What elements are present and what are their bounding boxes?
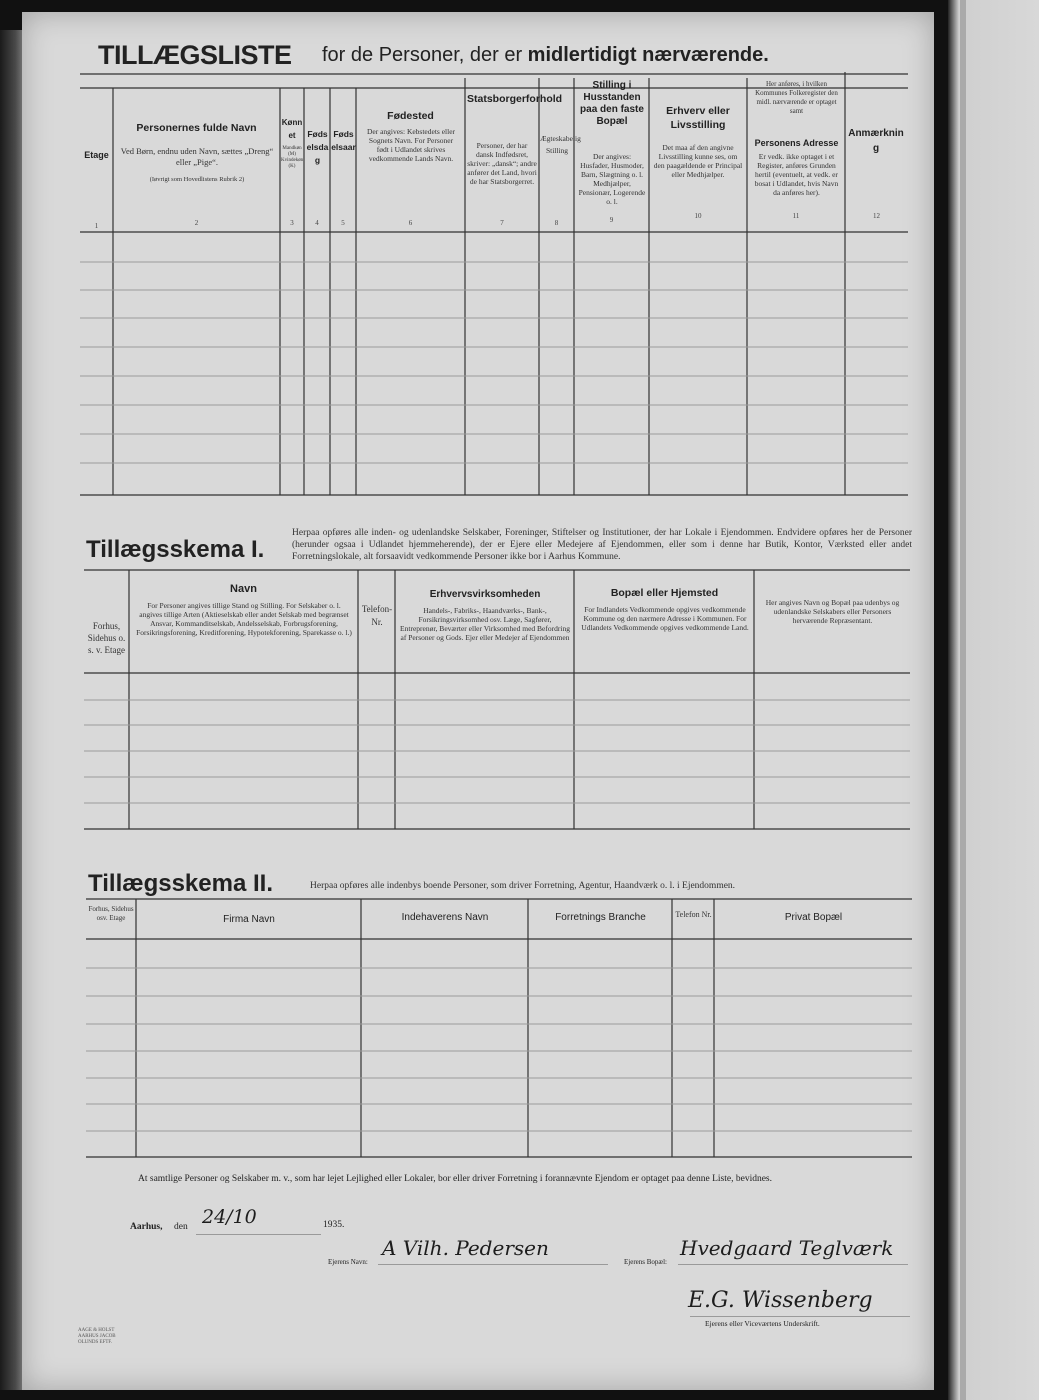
col-adresse-header: Personens Adresse [754,138,839,148]
adjacent-page-edge [948,0,1039,1400]
col-num: 4 [315,219,319,227]
s1-col-bopael-desc: For Indlandets Vedkommende opgives vedkommende Kommune og den nærmere Adresse i Kommunen. For Udlandets Vedkommende opgives vedkommende Land. [581,605,749,632]
footer-den: den [174,1222,188,1232]
col-num: 6 [408,219,413,227]
main-title: TILLÆGSLISTE [98,40,292,70]
col-fodselsdag-header: Fødselsdag [306,129,329,165]
owner-name-line [378,1264,608,1265]
col-num: 2 [194,219,199,227]
col-etage-header: Etage [84,150,109,160]
s1-col-bopael: Bopæl eller Hjemsted [610,587,719,599]
s2-col-branche: Forretnings Branche [555,912,646,923]
col-anmaerkning-header: Anmærkning [848,128,904,154]
col-kon-header: Kønnet [281,118,303,140]
skema2-title: Tillægsskema II. [88,870,273,897]
footer-year: 1935. [323,1220,345,1230]
col-stilling-desc: Der angives: Husfader, Husmoder, Barn, Slægtning o. l. Medhjælper, Pensionær, Logerende o. l. [578,152,646,206]
col-num: 11 [792,212,800,220]
owner-name-handwritten: A Vilh. Pedersen [382,1236,549,1260]
s1-col-erhverv: Erhvervsvirksomheden [429,589,541,600]
skema2-intro: Herpaa opføres alle indenbys boende Personer, som driver Forretning, Agentur, Haandværk o. l. i Ejendommen. [310,881,736,891]
col-adresse-pre: Her anføres, i hvilken Kommunes Folkeregister den midl. nærværende er optaget samt [755,80,838,115]
s1-col-erhverv-desc: Handels-, Fabriks-, Haandværks-, Bank-, Forsikringsvirksomhed osv. Læge, Sagfører, Entreprenør, Beværter eller Virksomhed med Befordring af Personer og Gods. Ejer eller Medejer af Ejendommen [400,606,570,642]
col-fodselsaar-header: Fødselsaar [331,129,356,152]
s1-col-telefon: Telefon-Nr. [361,604,393,627]
col-num: 9 [609,216,614,224]
date-line [196,1234,321,1235]
s1-col-etage: Forhus, Sidehus o. s. v. Etage [87,621,126,655]
col-fodested-desc: Der angives: Kebstedets eller Sognets Navn. For Personer født i Udlandet skrives vedkommende Lands Navn. [366,127,456,163]
owner-address-handwritten: Hvedgaard Teglværk [680,1236,894,1260]
owner-address-label: Ejerens Bopæl: [624,1258,667,1266]
date-handwritten: 24/10 [202,1206,257,1228]
s2-col-firma: Firma Navn [223,914,275,925]
owner-name-label: Ejerens Navn: [328,1258,368,1266]
col-fodested-header: Fødested [387,110,434,122]
s2-col-privat-bopael: Privat Bopæl [784,912,843,923]
skema1-intro: Herpaa opføres alle inden- og udenlandske Selskaber, Foreninger, Stiftelser og Institutioner, der har Lokale i Ejendommen. Endvidere opføres her de Personer (herunder ogsaa i Udlandet hjemmeherende), der er Ejere eller Medejere af Ejendommen, eller som i denne har Butik, Kontor, Værksted eller andet Forretningslokale, alt forsaavidt vedkommende Personer ikke bor i Aarhus Kommune. [292,528,912,562]
col-num: 8 [554,219,559,227]
footer-statement: At samtlige Personer og Selskaber m. v., som har lejet Lejlighed eller Lokaler, bor eller driver Forretning i forannævnte Ejendom er optaget paa denne Liste, bevidnes. [138,1174,772,1184]
s2-col-indehaver: Indehaverens Navn [401,912,489,923]
col-kon-desc: Mandkøn (M) Kvindekøn (K) [281,146,304,169]
s1-col-repr-desc: Her angives Navn og Bopæl paa udenbys og udenlandske Selskabers eller Personers herværende Repræsentant. [765,598,900,625]
skema1-title: Tillægsskema I. [86,536,265,563]
col-statsborger-desc: Personer, der har dansk Indfødsret, skriver: „dansk“; andre anfører det Land, hvori de har Statsborgerret. [467,141,537,186]
s2-col-etage: Forhus, Sidehus osv. Etage [88,905,134,922]
printer-mark: AAGE & HOLST AARHUS JACOB OLUNDS EFTF. [78,1328,116,1345]
col-adresse-desc: Er vedk. ikke optaget i et Register, anføres Grunden hertil (eventuelt, at vedk. er bosat i Udlandet, hvis Navn da anføres her). [754,152,839,197]
owner-address-line [678,1264,908,1265]
signature-line [690,1316,910,1317]
col-name-desc: Ved Børn, endnu uden Navn, sættes „Dreng“ eller „Pige“. [120,146,274,167]
col-num: 12 [873,212,880,220]
col-erhverv-desc: Det maa af den angivne Livsstilling kunne ses, om den paagældende er Principal eller Medhjælper. [653,143,743,179]
signature-label: Ejerens eller Viceværtens Underskrift. [705,1319,820,1328]
col-erhverv-header: Erhverv eller Livsstilling [666,105,730,131]
col-aegteskab-header: Ægteskabelig Stilling [540,134,581,155]
col-num: 5 [341,219,345,227]
col-num: 1 [94,222,99,230]
col-name-header: Personernes fulde Navn [136,122,257,134]
s2-col-telefon: Telefon Nr. [675,910,712,919]
col-name-note: (Iøvrigt som Hovedlistens Rubrik 2) [149,176,245,183]
col-num: 3 [290,219,294,227]
col-num: 7 [500,219,504,227]
signature-handwritten: E.G. Wissenberg [688,1288,873,1313]
s1-col-navn-desc: For Personer angives tillige Stand og Stilling. For Selskaber o. l. angives tillige Arten (Aktieselskab eller andet Selskab med begrænset Ansvar, Kommanditselskab, Andelsselskab, Forbrugsforening, Forsikringsforening, Kreditforening, Hypotekforening, Sparekasse o. l.) [136,601,352,637]
main-title-rest: for de Personer, der er midlertidigt nærværende. [322,44,769,66]
col-num: 10 [694,212,702,220]
col-statsborger-header: Statsborgerforhold [467,93,563,105]
col-stilling-header: Stilling i Husstanden paa den faste Bopæl [580,80,644,127]
s1-col-navn: Navn [230,583,257,595]
footer-place: Aarhus, [130,1222,163,1232]
